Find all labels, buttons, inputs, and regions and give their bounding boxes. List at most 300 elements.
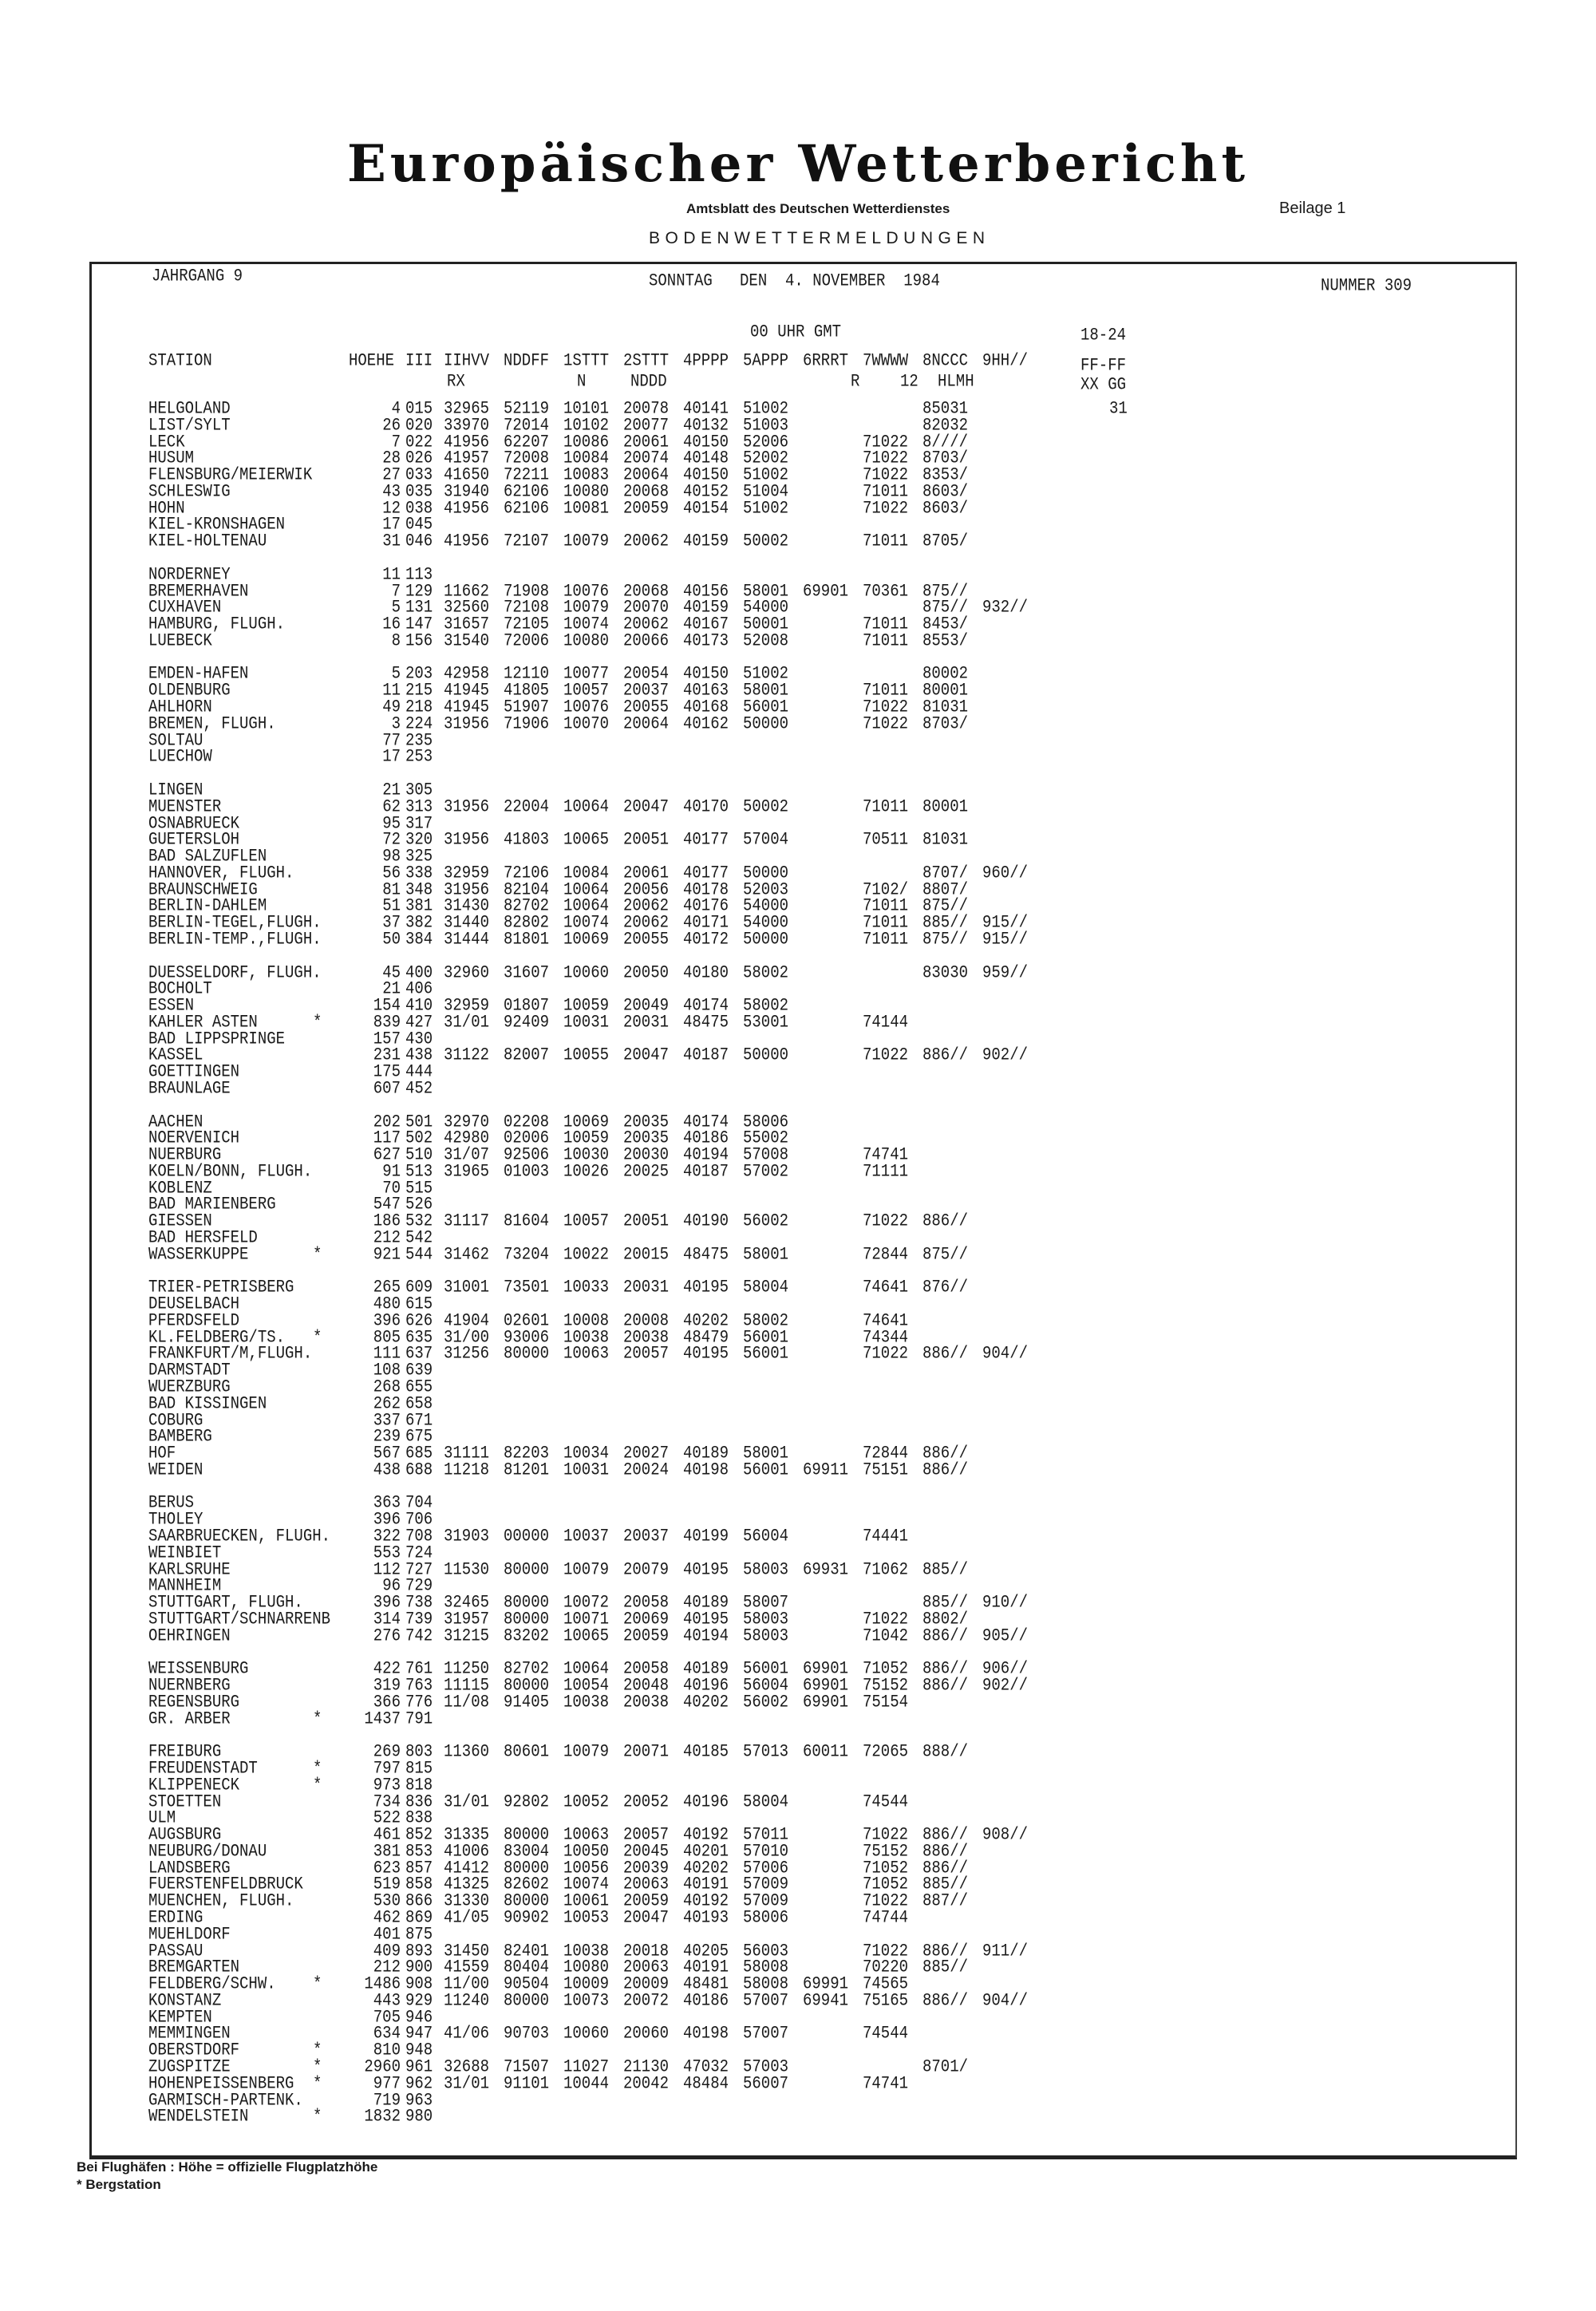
station-index: 857 [405, 1857, 433, 1878]
synop-group: 40199 [683, 1525, 729, 1547]
synop-group: 8//// [922, 431, 969, 452]
synop-group: 20051 [623, 1211, 670, 1231]
synop-group: 887// [922, 1890, 969, 1911]
synop-group: 85031 [922, 397, 969, 419]
station-elevation: 7 [391, 580, 401, 601]
synop-group: 886// [922, 1442, 969, 1464]
station-index: 218 [405, 696, 433, 717]
station-index: 893 [405, 1940, 433, 1961]
synop-group: 20064 [623, 464, 670, 485]
synop-group: 71062 [863, 1558, 909, 1579]
synop-group: 51002 [743, 464, 789, 485]
synop-group: 31450 [444, 1940, 490, 1961]
synop-group: 20037 [623, 680, 670, 701]
synop-group: 72107 [504, 531, 550, 551]
gust-value: 31 [1109, 397, 1128, 419]
station-name: STUTTGART, FLUGH. [148, 1592, 303, 1613]
synop-group: 10061 [563, 1890, 610, 1911]
synop-group: 71906 [504, 713, 550, 733]
synop-group: 932// [982, 597, 1029, 618]
station-elevation: 186 [373, 1211, 401, 1231]
synop-group: 20038 [623, 1691, 670, 1712]
station-name: GIESSEN [148, 1211, 212, 1231]
synop-group: 20052 [623, 1791, 670, 1811]
station-index: 858 [405, 1874, 433, 1894]
synop-group: 32965 [444, 397, 490, 419]
synop-group: 20030 [623, 1144, 670, 1165]
synop-group: 11530 [444, 1558, 490, 1579]
station-elevation: 45 [382, 962, 401, 982]
station-name: BOCHOLT [148, 978, 212, 999]
synop-group: 10076 [563, 580, 610, 601]
station-elevation: 3 [391, 713, 401, 733]
synop-group: 10055 [563, 1045, 610, 1065]
station-name: PASSAU [148, 1940, 203, 1961]
synop-group: 71022 [863, 464, 909, 485]
station-index: 609 [405, 1277, 433, 1298]
synop-group: 20042 [623, 2072, 670, 2093]
synop-group: 10057 [563, 1211, 610, 1231]
synop-group: 71022 [863, 431, 909, 452]
synop-group: 80000 [504, 1857, 550, 1878]
synop-group: 58001 [743, 1442, 789, 1464]
synop-group: 80000 [504, 1674, 550, 1696]
synop-group: 56001 [743, 1658, 789, 1679]
synop-group: 886// [922, 1211, 969, 1231]
synop-group: 40191 [683, 1957, 729, 1977]
synop-group: 56001 [743, 696, 789, 717]
synop-group: 886// [922, 1857, 969, 1878]
synop-group: 886// [922, 1823, 969, 1845]
synop-group: 69901 [803, 1674, 849, 1696]
synop-group: 10033 [563, 1277, 610, 1298]
station-elevation: 805 [373, 1326, 401, 1347]
synop-group: 82702 [504, 895, 550, 916]
synop-group: 56001 [743, 1326, 789, 1347]
synop-group: 40195 [683, 1558, 729, 1579]
synop-group: 57010 [743, 1840, 789, 1862]
station-elevation: 17 [382, 514, 401, 535]
station-elevation: 56 [382, 862, 401, 883]
station-index: 430 [405, 1028, 433, 1049]
synop-group: 40141 [683, 397, 729, 419]
synop-group: 886// [922, 1625, 969, 1645]
station-name: LUEBECK [148, 630, 212, 651]
station-index: 147 [405, 613, 433, 634]
synop-group: 40196 [683, 1674, 729, 1696]
station-name: BAD SALZUFLEN [148, 845, 267, 867]
synop-group: 20063 [623, 1874, 670, 1894]
synop-group: 71011 [863, 480, 909, 502]
synop-group: 10057 [563, 680, 610, 701]
synop-group: 886// [922, 1940, 969, 1961]
synop-group: 8707/ [922, 862, 969, 883]
station-elevation: 262 [373, 1393, 401, 1413]
synop-group: 915// [982, 912, 1029, 933]
synop-group: 40193 [683, 1906, 729, 1928]
station-name: ERDING [148, 1906, 203, 1928]
synop-group: 71011 [863, 630, 909, 651]
station-index: 502 [405, 1128, 433, 1148]
synop-group: 75165 [863, 1989, 909, 2011]
synop-group: 11218 [444, 1459, 490, 1480]
synop-group: 40180 [683, 962, 729, 982]
station-name: OEHRINGEN [148, 1625, 231, 1645]
synop-group: 40167 [683, 613, 729, 634]
station-name: NEUBURG/DONAU [148, 1840, 267, 1862]
station-index: 224 [405, 713, 433, 733]
synop-group: 10038 [563, 1326, 610, 1347]
header-group-2: 1STTT [563, 350, 610, 371]
station-elevation: 98 [382, 845, 401, 867]
station-name: GOETTINGEN [148, 1061, 240, 1082]
synop-group: 40176 [683, 895, 729, 916]
synop-group: 91405 [504, 1691, 550, 1712]
synop-group: 20066 [623, 630, 670, 651]
synop-group: 20054 [623, 663, 670, 684]
station-name: WENDELSTEIN [148, 2106, 249, 2127]
synop-group: 20039 [623, 1857, 670, 1878]
station-index: 215 [405, 680, 433, 701]
publisher-subtitle: Amtsblatt des Deutschen Wetterdienstes [686, 201, 950, 216]
synop-group: 31330 [444, 1890, 490, 1911]
station-index: 325 [405, 845, 433, 867]
station-index: 501 [405, 1111, 433, 1132]
header-sub-rx: RX [447, 370, 465, 392]
synop-group: 20031 [623, 1277, 670, 1298]
mountain-station-marker: * [313, 1011, 322, 1033]
synop-group: 20068 [623, 580, 670, 601]
synop-group: 8705/ [922, 531, 969, 551]
station-index: 129 [405, 580, 433, 601]
synop-group: 58002 [743, 1310, 789, 1331]
synop-group: 54000 [743, 895, 789, 916]
synop-group: 00000 [504, 1525, 550, 1547]
station-name: SOLTAU [148, 729, 203, 750]
synop-group: 31540 [444, 630, 490, 651]
synop-group: 80000 [504, 1558, 550, 1579]
synop-group: 47032 [683, 2056, 729, 2077]
mountain-station-marker: * [313, 2072, 322, 2093]
station-index: 708 [405, 1525, 433, 1547]
synop-group: 20015 [623, 1243, 670, 1264]
station-elevation: 396 [373, 1310, 401, 1331]
synop-group: 52119 [504, 397, 550, 419]
station-name: KARLSRUHE [148, 1558, 231, 1579]
station-elevation: 51 [382, 895, 401, 916]
station-name: GR. ARBER [148, 1708, 231, 1728]
synop-group: 31111 [444, 1442, 490, 1464]
station-name: ULM [148, 1807, 176, 1828]
synop-group: 888// [922, 1741, 969, 1762]
station-elevation: 175 [373, 1061, 401, 1082]
station-elevation: 43 [382, 480, 401, 502]
observation-time: 00 UHR GMT [750, 321, 842, 342]
synop-group: 71022 [863, 1211, 909, 1231]
synop-group: 40195 [683, 1608, 729, 1630]
synop-group: 31256 [444, 1343, 490, 1364]
station-elevation: 27 [382, 464, 401, 485]
synop-group: 10079 [563, 531, 610, 551]
station-name: PFERDSFELD [148, 1310, 240, 1331]
synop-group: 40198 [683, 2023, 729, 2044]
synop-group: 41325 [444, 1874, 490, 1894]
station-elevation: 409 [373, 1940, 401, 1961]
synop-group: 72006 [504, 630, 550, 651]
synop-group: 911// [982, 1940, 1029, 1961]
station-elevation: 438 [373, 1459, 401, 1480]
synop-group: 82401 [504, 1940, 550, 1961]
station-name: KL.FELDBERG/TS. [148, 1326, 286, 1347]
synop-group: 51004 [743, 480, 789, 502]
station-index: 615 [405, 1293, 433, 1314]
synop-group: 75154 [863, 1691, 909, 1712]
synop-group: 71011 [863, 912, 909, 933]
synop-group: 72008 [504, 448, 550, 468]
synop-group: 875// [922, 928, 969, 950]
synop-group: 886// [922, 1840, 969, 1862]
synop-group: 58004 [743, 1277, 789, 1298]
synop-group: 10009 [563, 1973, 610, 1994]
station-elevation: 366 [373, 1691, 401, 1712]
station-name: ESSEN [148, 994, 195, 1016]
station-name: KOBLENZ [148, 1177, 212, 1198]
synop-group: 10074 [563, 912, 610, 933]
synop-group: 20018 [623, 1940, 670, 1961]
station-index: 513 [405, 1160, 433, 1182]
station-name: TRIER-PETRISBERG [148, 1277, 294, 1298]
synop-group: 81801 [504, 928, 550, 950]
synop-group: 40202 [683, 1857, 729, 1878]
station-index: 382 [405, 912, 433, 933]
synop-group: 62106 [504, 480, 550, 502]
synop-group: 40192 [683, 1823, 729, 1845]
station-index: 836 [405, 1791, 433, 1811]
synop-group: 885// [922, 912, 969, 933]
synop-group: 40172 [683, 928, 729, 950]
synop-group: 52006 [743, 431, 789, 452]
synop-group: 74544 [863, 1791, 909, 1811]
station-index: 035 [405, 480, 433, 502]
synop-group: 40201 [683, 1840, 729, 1862]
synop-group: 58003 [743, 1558, 789, 1579]
synop-group: 71052 [863, 1658, 909, 1679]
station-elevation: 973 [373, 1774, 401, 1795]
synop-group: 20035 [623, 1128, 670, 1148]
synop-group: 40178 [683, 879, 729, 899]
synop-group: 71507 [504, 2056, 550, 2077]
synop-group: 40174 [683, 994, 729, 1016]
synop-group: 31956 [444, 829, 490, 850]
station-name: HOHN [148, 497, 185, 518]
synop-group: 31/01 [444, 2072, 490, 2093]
synop-group: 71111 [863, 1160, 909, 1182]
synop-group: 51002 [743, 497, 789, 518]
synop-group: 71052 [863, 1857, 909, 1878]
synop-group: 20061 [623, 862, 670, 883]
synop-group: 10008 [563, 1310, 610, 1331]
synop-group: 20047 [623, 1906, 670, 1928]
mountain-station-marker: * [313, 2106, 322, 2127]
synop-group: 41803 [504, 829, 550, 850]
synop-group: 31607 [504, 962, 550, 982]
synop-group: 71908 [504, 580, 550, 601]
station-elevation: 381 [373, 1840, 401, 1862]
station-index: 406 [405, 978, 433, 999]
station-name: MANNHEIM [148, 1575, 222, 1596]
station-name: WASSERKUPPE [148, 1243, 249, 1264]
station-elevation: 77 [382, 729, 401, 750]
synop-group: 32970 [444, 1111, 490, 1132]
synop-group: 10102 [563, 414, 610, 435]
station-name: REGENSBURG [148, 1691, 240, 1712]
synop-group: 20037 [623, 1525, 670, 1547]
station-name: BRAUNSCHWEIG [148, 879, 258, 899]
station-name: MEMMINGEN [148, 2023, 231, 2044]
station-name: EMDEN-HAFEN [148, 663, 249, 684]
synop-group: 71011 [863, 796, 909, 816]
synop-group: 40150 [683, 431, 729, 452]
synop-group: 74741 [863, 2072, 909, 2093]
synop-group: 56001 [743, 1343, 789, 1364]
synop-group: 886// [922, 1045, 969, 1065]
synop-group: 40194 [683, 1625, 729, 1645]
synop-group: 10080 [563, 480, 610, 502]
synop-group: 20056 [623, 879, 670, 899]
synop-group: 20024 [623, 1459, 670, 1480]
synop-group: 80002 [922, 663, 969, 684]
synop-group: 50000 [743, 862, 789, 883]
synop-group: 885// [922, 1558, 969, 1579]
synop-group: 70220 [863, 1957, 909, 1977]
synop-group: 71011 [863, 680, 909, 701]
station-name: BAD MARIENBERG [148, 1194, 276, 1215]
volume-label: JAHRGANG 9 [152, 265, 243, 286]
station-elevation: 265 [373, 1277, 401, 1298]
synop-group: 71022 [863, 1343, 909, 1364]
station-name: GARMISCH-PARTENK. [148, 2089, 303, 2110]
station-name: BREMEN, FLUGH. [148, 713, 276, 733]
synop-group: 81604 [504, 1211, 550, 1231]
station-index: 658 [405, 1393, 433, 1413]
synop-group: 11/08 [444, 1691, 490, 1712]
station-elevation: 28 [382, 448, 401, 468]
synop-group: 902// [982, 1674, 1029, 1696]
station-elevation: 17 [382, 746, 401, 767]
station-name: DUESSELDORF, FLUGH. [148, 962, 322, 982]
station-name: KOELN/BONN, FLUGH. [148, 1160, 313, 1182]
station-index: 655 [405, 1376, 433, 1397]
synop-group: 10038 [563, 1940, 610, 1961]
synop-group: 40202 [683, 1310, 729, 1331]
synop-group: 81031 [922, 696, 969, 717]
synop-group: 52002 [743, 448, 789, 468]
station-elevation: 4 [391, 397, 401, 419]
synop-group: 8453/ [922, 613, 969, 634]
station-index: 637 [405, 1343, 433, 1364]
synop-group: 56001 [743, 1459, 789, 1480]
station-elevation: 422 [373, 1658, 401, 1679]
station-name: HELGOLAND [148, 397, 231, 419]
synop-group: 50002 [743, 531, 789, 551]
station-name: LANDSBERG [148, 1857, 231, 1878]
synop-group: 41945 [444, 680, 490, 701]
station-index: 875 [405, 1923, 433, 1944]
synop-group: 81201 [504, 1459, 550, 1480]
header-group-4: 4PPPP [683, 350, 729, 371]
synop-group: 40170 [683, 796, 729, 816]
station-name: WEIDEN [148, 1459, 203, 1480]
synop-group: 80000 [504, 1608, 550, 1630]
synop-group: 40198 [683, 1459, 729, 1480]
synop-group: 10060 [563, 2023, 610, 2044]
synop-group: 53001 [743, 1011, 789, 1033]
station-name: MUEHLDORF [148, 1923, 231, 1944]
station-elevation: 268 [373, 1376, 401, 1397]
synop-group: 58002 [743, 962, 789, 982]
header-group-8: 8NCCC [922, 350, 969, 371]
header-sub-n: N [577, 370, 587, 392]
station-elevation: 522 [373, 1807, 401, 1828]
station-index: 948 [405, 2040, 433, 2060]
station-index: 675 [405, 1426, 433, 1447]
synop-group: 41904 [444, 1310, 490, 1331]
synop-group: 48475 [683, 1011, 729, 1033]
synop-group: 69941 [803, 1989, 849, 2011]
synop-group: 31956 [444, 713, 490, 733]
synop-group: 10071 [563, 1608, 610, 1630]
synop-group: 875// [922, 580, 969, 601]
synop-group: 20057 [623, 1343, 670, 1364]
synop-group: 876// [922, 1277, 969, 1298]
synop-group: 10050 [563, 1840, 610, 1862]
synop-group: 886// [922, 1343, 969, 1364]
synop-group: 10060 [563, 962, 610, 982]
synop-group: 10076 [563, 696, 610, 717]
period-label: 18-24 [1080, 324, 1127, 346]
station-name: NUERNBERG [148, 1674, 231, 1696]
synop-group: 72014 [504, 414, 550, 435]
synop-group: 40185 [683, 1741, 729, 1762]
synop-group: 885// [922, 1957, 969, 1977]
synop-group: 83202 [504, 1625, 550, 1645]
synop-group: 58006 [743, 1906, 789, 1928]
synop-group: 10072 [563, 1592, 610, 1613]
station-name: BERLIN-TEGEL,FLUGH. [148, 912, 322, 933]
synop-group: 91101 [504, 2072, 550, 2093]
station-elevation: 276 [373, 1625, 401, 1645]
synop-group: 20031 [623, 1011, 670, 1033]
station-name: BRAUNLAGE [148, 1077, 231, 1099]
synop-group: 62207 [504, 431, 550, 452]
station-index: 727 [405, 1558, 433, 1579]
synop-group: 57009 [743, 1874, 789, 1894]
synop-group: 10054 [563, 1674, 610, 1696]
synop-group: 905// [982, 1625, 1029, 1645]
station-elevation: 401 [373, 1923, 401, 1944]
synop-group: 92506 [504, 1144, 550, 1165]
synop-group: 10052 [563, 1791, 610, 1811]
station-index: 961 [405, 2056, 433, 2077]
station-index: 815 [405, 1757, 433, 1779]
synop-group: 10064 [563, 796, 610, 816]
station-name: HOHENPEISSENBERG [148, 2072, 294, 2093]
station-name: STUTTGART/SCHNARRENB [148, 1608, 331, 1630]
station-index: 738 [405, 1592, 433, 1613]
station-elevation: 363 [373, 1492, 401, 1513]
synop-group: 41945 [444, 696, 490, 717]
station-name: KIEL-KRONSHAGEN [148, 514, 286, 535]
